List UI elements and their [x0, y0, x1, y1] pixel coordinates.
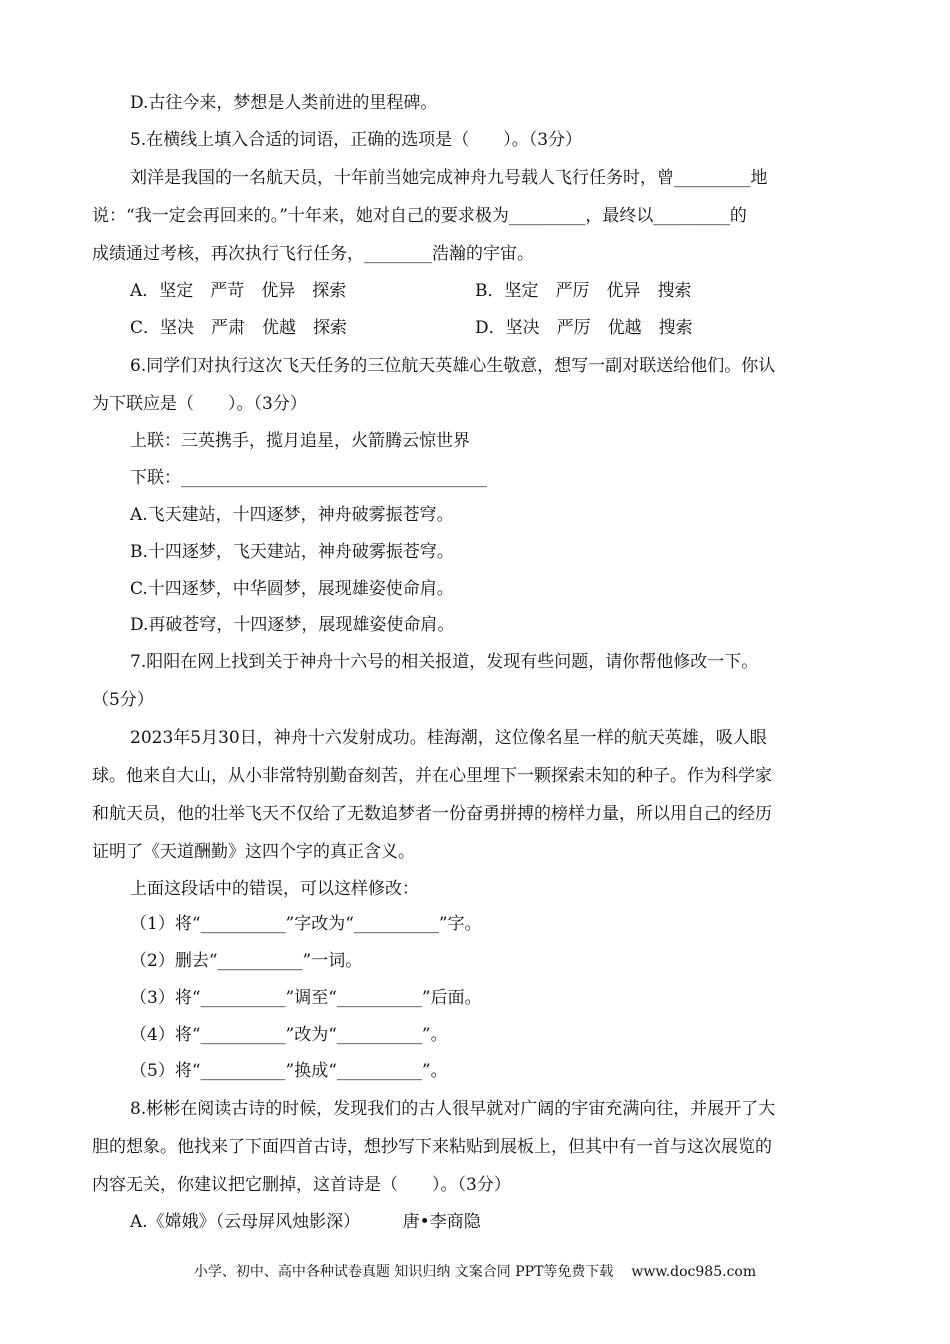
question-7-item-5: （5）将“__________”换成“__________”。 — [130, 1061, 448, 1081]
question-5-option-b: B．坚定 严厉 优异 搜索 — [475, 281, 692, 301]
upper-couplet: 上联：三英携手，揽月追星，火箭腾云惊世界 — [130, 431, 470, 451]
question-7-item-3: （3）将“__________”调至“__________”后面。 — [130, 988, 482, 1008]
question-6-option-d: D.再破苍穹，十四逐梦，展现雄姿使命肩。 — [130, 615, 455, 635]
question-6-option-b: B.十四逐梦，飞天建站，神舟破雾振苍穹。 — [130, 542, 454, 562]
question-6-title-line-1: 6.同学们对执行这次飞天任务的三位航天英雄心生敬意，想写一副对联送给他们。你认 — [130, 356, 776, 376]
page-footer — [0, 1262, 950, 1282]
option-d-line: D.古往今来，梦想是人类前进的里程碑。 — [130, 93, 438, 113]
question-7-item-4: （4）将“__________”改为“__________”。 — [130, 1025, 448, 1045]
question-5-option-c: C．坚决 严肃 优越 探索 — [130, 318, 348, 338]
question-7-passage-line-1: 2023年5月30日，神舟十六发射成功。桂海潮，这位像名星一样的航天英雄，吸人眼 — [130, 728, 767, 748]
question-7-title-line-1: 7.阳阳在网上找到关于神舟十六号的相关报道，发现有些问题，请你帮他修改一下。 — [130, 652, 759, 672]
question-8-title-line-1: 8.彬彬在阅读古诗的时候，发现我们的古人很早就对广阔的宇宙充满向往，并展开了大 — [130, 1099, 776, 1119]
question-7-instruction: 上面这段话中的错误，可以这样修改： — [130, 879, 419, 899]
question-6-option-c: C.十四逐梦，中华圆梦，展现雄姿使命肩。 — [130, 579, 454, 599]
footer-text: 小学、初中、高中各种试卷真题 知识归纳 文案合同 PPT等免费下载 — [193, 1264, 614, 1280]
question-7-passage-line-3: 和航天员，他的壮举飞天不仅给了无数追梦者一份奋勇拼搏的榜样力量，所以用自己的经历 — [92, 804, 772, 824]
question-5-title: 5.在横线上填入合适的词语，正确的选项是（ ）。（3分） — [130, 130, 583, 150]
question-7-item-1: （1）将“__________”字改为“__________”字。 — [130, 914, 482, 934]
question-8-title-line-3: 内容无关，你建议把它删掉，这首诗是（ ）。（3分） — [92, 1175, 511, 1195]
question-6-option-a: A.飞天建站，十四逐梦，神舟破雾振苍穹。 — [130, 505, 454, 525]
footer-url[interactable]: www.doc985.com — [631, 1264, 757, 1280]
question-5-passage-line-2: 说：“我一定会再回来的。”十年来，她对自己的要求极为_________，最终以_________的 — [92, 206, 747, 226]
question-6-title-line-2: 为下联应是（ ）。（3分） — [92, 394, 307, 414]
question-8-option-a: A.《嫦娥》（云母屏风烛影深） 唐•李商隐 — [130, 1212, 481, 1232]
question-5-passage-line-1: 刘洋是我国的一名航天员，十年前当她完成神舟九号载人飞行任务时，曾_________地 — [130, 168, 768, 188]
question-5-passage-line-3: 成绩通过考核，再次执行飞行任务，________浩瀚的宇宙。 — [92, 244, 534, 264]
question-7-passage-line-2: 球。他来自大山，从小非常特别勤奋刻苦，并在心里埋下一颗探索未知的种子。作为科学家 — [92, 766, 772, 786]
question-7-title-line-2: （5分） — [92, 690, 154, 710]
question-8-title-line-2: 胆的想象。他找来了下面四首古诗，想抄写下来粘贴到展板上，但其中有一首与这次展览的 — [92, 1137, 772, 1157]
question-7-passage-line-4: 证明了《天道酬勤》这四个字的真正含义。 — [92, 842, 415, 862]
question-5-option-a: A．坚定 严苛 优异 探索 — [130, 281, 347, 301]
question-7-item-2: （2）删去“__________”一词。 — [130, 951, 363, 971]
question-5-option-d: D．坚决 严厉 优越 搜索 — [475, 318, 693, 338]
lower-couplet-blank: 下联：____________________________________ — [130, 468, 487, 488]
